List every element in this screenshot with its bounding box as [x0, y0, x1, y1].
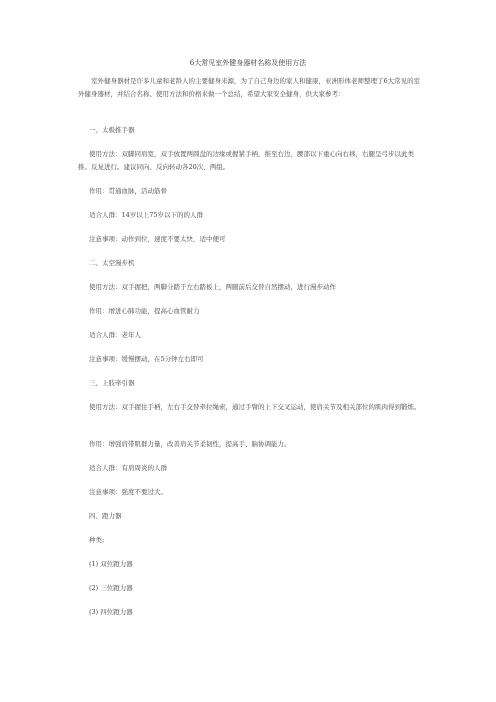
types-label: 种类:: [89, 536, 105, 544]
usage-paragraph: 使用方法：双手握住手柄，左右手交替牵拉绳索，通过手臂的上下交叉运动，使肩关节及相关部位的肌肉得到锻炼。: [89, 403, 421, 411]
effect-paragraph: 作用：增进心肺功能，提高心血管耐力: [89, 307, 200, 315]
list-item: (1) 双位蹬力器: [89, 560, 133, 568]
section-heading: 二、太空漫步机: [89, 259, 135, 267]
list-item: (3) 四位蹬力器: [89, 608, 133, 616]
effect-paragraph: 作用：贯通血脉，活动筋骨: [89, 187, 167, 195]
notes-paragraph: 注意事项：强度不要过大。: [89, 488, 167, 496]
notes-paragraph: 注意事项：动作到位，速度不要太快，适中便可: [89, 235, 226, 243]
suitable-paragraph: 适合人群：14岁以上75岁以下的的人群: [89, 211, 204, 219]
section-heading: 三、上肢牵引器: [89, 379, 135, 387]
suitable-paragraph: 适合人群：有肩周炎的人群: [89, 464, 167, 472]
usage-paragraph: 使用方法：双脚同肩宽，双手放置两圆盘的边缘或握紧手柄，推至右边，腰部以下重心向右移，右腿呈弓步以此类推。反复进行。建议同向、反向转动各20次，两组。: [78, 150, 414, 171]
section-heading: 四、蹬力器: [89, 512, 122, 520]
section-heading: 一、太极推手器: [89, 126, 135, 134]
document-title: 6大常见室外健身器材名称及使用方法: [189, 59, 307, 67]
effect-paragraph: 作用：增强肩带肌群力量，改善肩关节柔韧性，提高手、脑协调能力。: [89, 440, 291, 448]
intro-paragraph: 室外健身器材是许多儿童和老龄人的主要健身来源，为了自己身边的家人和健康，亚洲形体老师整理了6大常见的室外健身器材，并结合名称、使用方法和价格来做一个总结，希望大家安全健身，供大家参考：: [78, 77, 421, 98]
list-item: (2) 三位蹬力器: [89, 584, 133, 592]
usage-paragraph: 使用方法：双手握把，两脚分踏于左右踏板上，两腿前后交替自然摆动，进行漫步动作: [89, 283, 336, 291]
notes-paragraph: 注意事项：缓慢摆动，在5分钟左右即可: [89, 355, 204, 363]
suitable-paragraph: 适合人群：老年人: [89, 331, 141, 339]
